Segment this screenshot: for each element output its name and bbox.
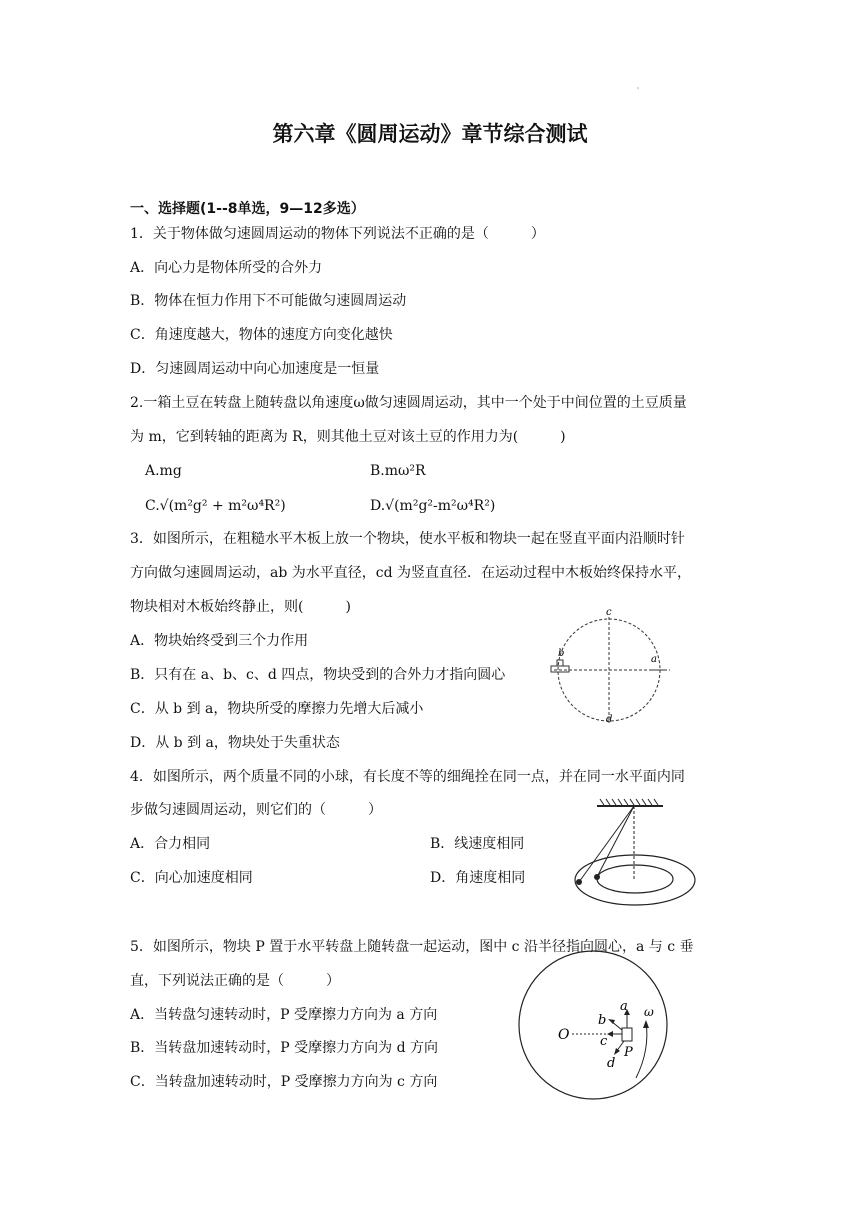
- q2-stem-line2: 为 m，它到转轴的距离为 R，则其他土豆对该土豆的作用力为( ): [130, 429, 566, 445]
- q2-option-d: D.√(m²g²-m²ω⁴R²): [370, 498, 496, 514]
- q3-option-d: D．从 b 到 a，物块处于失重状态: [130, 735, 340, 751]
- q4-figure: [573, 798, 699, 908]
- q5-option-b: B．当转盘加速转动时，P 受摩擦力方向为 d 方向: [130, 1040, 439, 1056]
- q4-option-b: B．线速度相同: [430, 836, 525, 852]
- q3-stem-line1: 3．如图所示，在粗糙水平木板上放一个物块，使水平板和物块一起在竖直平面内沿顺时针: [130, 531, 685, 547]
- q2-stem-line1: 2.一箱土豆在转盘上随转盘以角速度ω做匀速圆周运动，其中一个处于中间位置的土豆质量: [130, 395, 687, 411]
- q1-option-d: D．匀速圆周运动中向心加速度是一恒量: [130, 361, 380, 377]
- q1-option-c: C．角速度越大，物体的速度方向变化越快: [130, 327, 393, 343]
- q3-option-c: C．从 b 到 a，物块所受的摩擦力先增大后减小: [130, 701, 424, 717]
- q4-option-a: A．合力相同: [130, 836, 211, 852]
- q3-label-b: b: [558, 648, 565, 659]
- q3-figure: [548, 607, 678, 727]
- q5-label-omega: ω: [644, 1005, 654, 1019]
- section-heading: 一、选择题(1--8单选，9—12多选）: [130, 201, 365, 217]
- q5-stem-line1: 5．如图所示，物块 P 置于水平转盘上随转盘一起运动，图中 c 沿半径指向圆心，a 与 c 垂: [130, 939, 694, 955]
- q2-option-b: B.mω²R: [370, 463, 426, 479]
- page-title: 第六章《圆周运动》章节综合测试: [272, 122, 588, 146]
- q3-option-a: A．物块始终受到三个力作用: [130, 633, 309, 649]
- q5-figure: [518, 950, 668, 1100]
- q5-label-o: O: [558, 1027, 570, 1043]
- page-mark: ': [637, 86, 640, 95]
- q4-option-c: C．向心加速度相同: [130, 870, 253, 886]
- q4-option-d: D．角速度相同: [430, 870, 526, 886]
- q3-label-c: c: [606, 607, 612, 618]
- q5-stem-line2: 直，下列说法正确的是（ ）: [130, 973, 340, 989]
- q5-option-a: A．当转盘匀速转动时，P 受摩擦力方向为 a 方向: [130, 1007, 438, 1023]
- q1-option-b: B．物体在恒力作用下不可能做匀速圆周运动: [130, 293, 407, 309]
- q3-option-b: B．只有在 a、b、c、d 四点，物块受到的合外力才指向圆心: [130, 667, 506, 683]
- q3-stem-line2: 方向做匀速圆周运动，ab 为水平直径，cd 为竖直直径．在运动过程中木板始终保持水平，: [130, 565, 692, 581]
- q5-label-d: d: [607, 1056, 616, 1071]
- q3-stem-line3: 物块相对木板始终静止，则( ): [130, 599, 351, 615]
- q4-stem-line2: 步做匀速圆周运动，则它们的（ ）: [130, 802, 382, 818]
- q5-label-a: a: [620, 999, 628, 1014]
- q5-option-c: C．当转盘加速转动时，P 受摩擦力方向为 c 方向: [130, 1074, 438, 1090]
- q2-option-a: A.mg: [145, 463, 182, 479]
- q2-option-c: C.√(m²g² + m²ω⁴R²): [145, 498, 286, 514]
- q1-option-a: A．向心力是物体所受的合外力: [130, 260, 323, 276]
- q5-label-p: P: [624, 1045, 633, 1060]
- q5-label-b: b: [598, 1013, 607, 1028]
- q1-stem: 1．关于物体做匀速圆周运动的物体下列说法不正确的是（ ）: [130, 226, 545, 242]
- q5-label-c: c: [600, 1034, 608, 1049]
- q3-label-d: d: [606, 714, 613, 725]
- q4-stem-line1: 4．如图所示，两个质量不同的小球，有长度不等的细绳拴在同一点，并在同一水平面内同: [130, 769, 685, 785]
- q3-label-a: a: [651, 654, 657, 665]
